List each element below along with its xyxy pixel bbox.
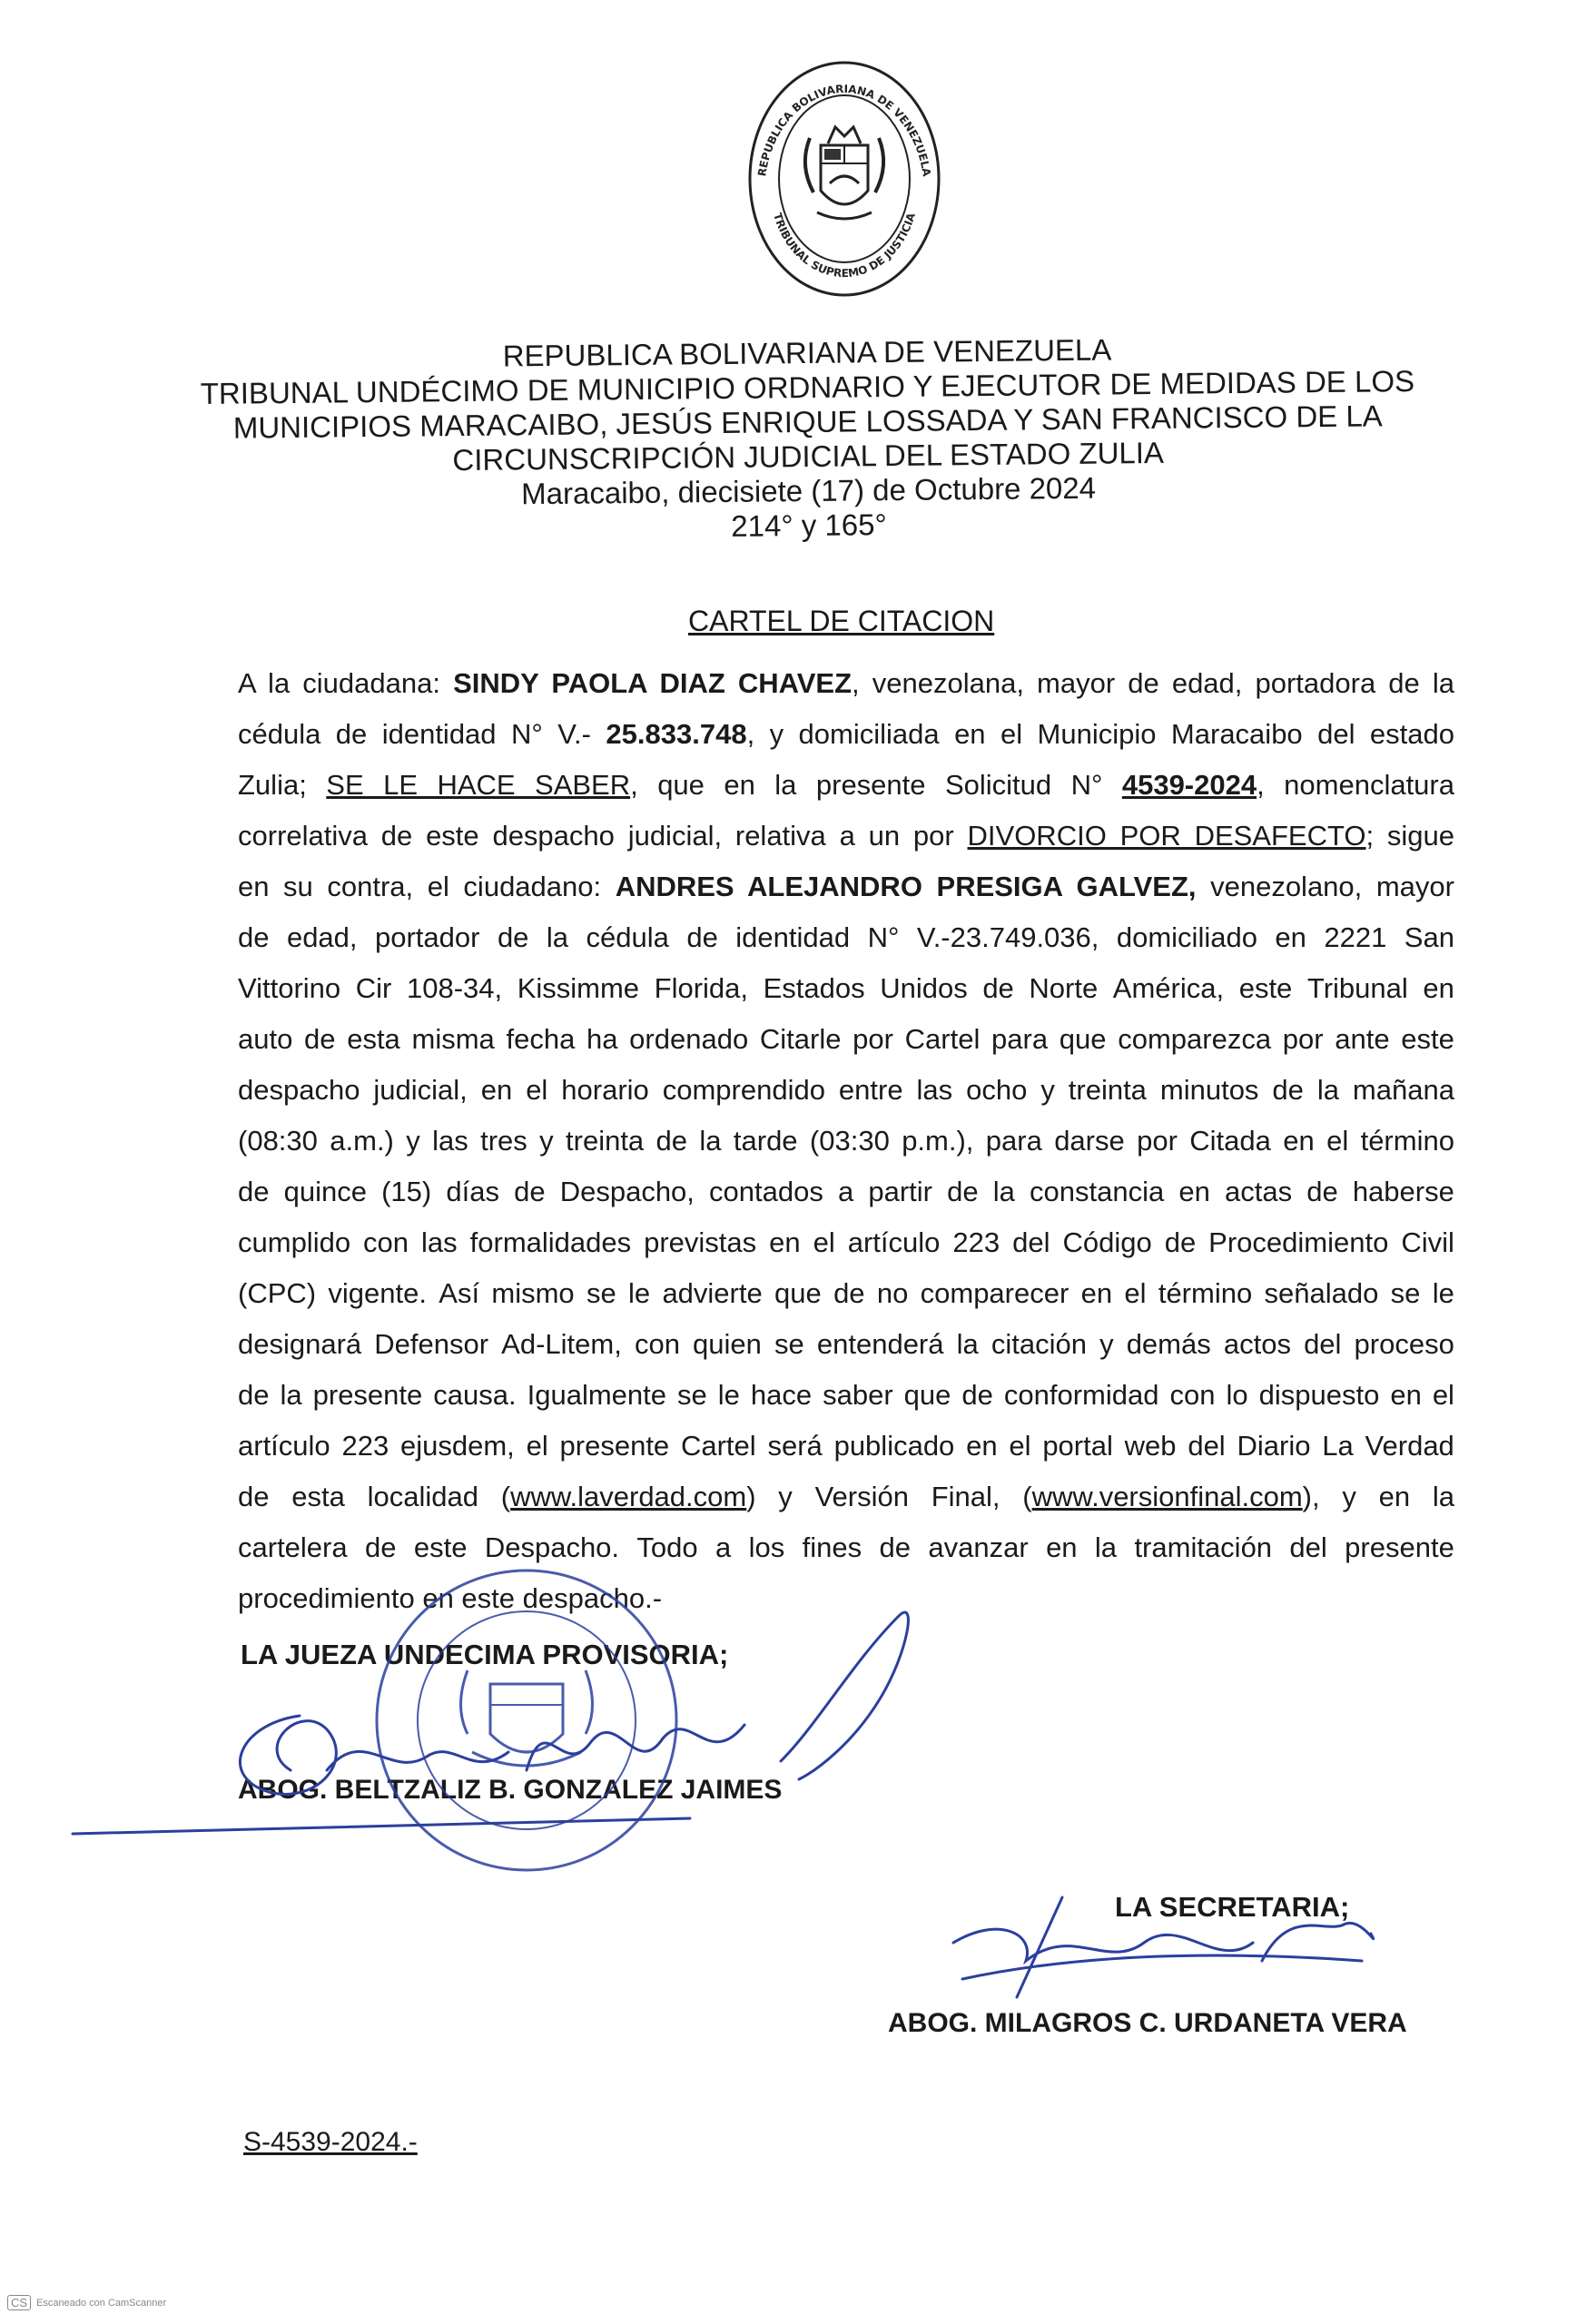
- body-line: de esta localidad (www.laverdad.com) y Versión Final, (www.versionfinal.com), y en la: [238, 1481, 1455, 1512]
- scanner-label: Escaneado con CamScanner: [36, 2297, 167, 2309]
- header-date: Maracaibo, diecisiete (17) de Octubre 2024: [520, 470, 1097, 511]
- body-line: de edad, portador de la cédula de identidad N° V.-23.749.036, domiciliado en 2221 San: [238, 921, 1454, 953]
- body-line: cartelera de este Despacho. Todo a los fines de avanzar en la tramitación del presente: [238, 1531, 1454, 1563]
- laverdad-link: www.laverdad.com: [510, 1481, 747, 1512]
- document-header: [181, 330, 1435, 549]
- body-line: procedimiento en este despacho.-: [238, 1582, 663, 1614]
- defendant-id: 25.833.748: [606, 718, 747, 750]
- svg-text:TRIBUNAL SUPREMO DE JUSTICIA: [771, 211, 918, 280]
- body-line: cédula de identidad N° V.- 25.833.748, y domiciliada en el Municipio Maracaibo del estado: [238, 718, 1454, 750]
- secretary-name: ABOG. MILAGROS C. URDANETA VERA: [888, 2008, 1407, 2038]
- body-line: Zulia; SE LE HACE SABER, que en la presente Solicitud N° 4539-2024, nomenclatura: [238, 769, 1454, 801]
- body-line: A la ciudadana: SINDY PAOLA DIAZ CHAVEZ, venezolana, mayor de edad, portadora de la: [238, 667, 1454, 699]
- scanner-watermark: [7, 2295, 166, 2310]
- file-reference: S-4539-2024.-: [243, 2127, 418, 2157]
- body-line: cumplido con las formalidades previstas en el artículo 223 del Código de Procedimiento Civil: [238, 1226, 1454, 1258]
- secretary-title: LA SECRETARIA;: [1115, 1891, 1350, 1923]
- body-line: despacho judicial, en el horario comprendido entre las ocho y treinta minutos de la mañana: [238, 1074, 1454, 1106]
- judge-title: LA JUEZA UNDECIMA PROVISORIA;: [241, 1639, 729, 1670]
- header-municipios: MUNICIPIOS MARACAIBO, JESÚS ENRIQUE LOSSADA Y SAN FRANCISCO DE LA: [232, 399, 1383, 445]
- header-years: 214° y 165°: [731, 507, 887, 543]
- document-title: CARTEL DE CITACION: [688, 605, 995, 637]
- plaintiff-name: ANDRES ALEJANDRO PRESIGA GALVEZ,: [615, 871, 1197, 902]
- versionfinal-link: www.versionfinal.com: [1031, 1481, 1303, 1512]
- case-type: DIVORCIO POR DESAFECTO: [967, 820, 1366, 852]
- seal-inner-text: TRIBUNAL SUPREMO DE JUSTICIA: [771, 211, 918, 281]
- header-circunscripcion: CIRCUNSCRIPCIÓN JUDICIAL DEL ESTADO ZULIA: [452, 435, 1165, 478]
- body-line: auto de esta misma fecha ha ordenado Citarle por Cartel para que comparezca por ante este: [238, 1023, 1454, 1055]
- body-line: Vittorino Cir 108-34, Kissimme Florida, Estados Unidos de Norte América, este Tribunal en: [238, 972, 1454, 1004]
- defendant-name: SINDY PAOLA DIAZ CHAVEZ: [453, 667, 853, 699]
- court-stamp: [377, 1571, 676, 1870]
- seal-outer-text: REPUBLICA BOLIVARIANA DE VENEZUELA: [755, 82, 933, 178]
- scanner-badge: CS: [7, 2295, 31, 2310]
- body-line: de quince (15) días de Despacho, contados a partir de la constancia en actas de haberse: [238, 1176, 1454, 1207]
- body-line: (CPC) vigente. Así mismo se le advierte que de no comparecer en el término señalado se le: [238, 1277, 1454, 1309]
- judge-name: ABOG. BELTZALIZ B. GONZALEZ JAIMES: [238, 1775, 783, 1805]
- tsj-seal: [744, 56, 944, 301]
- se-le-hace-saber: SE LE HACE SABER: [326, 769, 631, 801]
- solicitud-number: 4539-2024: [1121, 769, 1257, 801]
- header-republic: REPUBLICA BOLIVARIANA DE VENEZUELA: [502, 332, 1112, 373]
- body-line: artículo 223 ejusdem, el presente Cartel será publicado en el portal web del Diario La Verdad: [238, 1430, 1454, 1462]
- header-tribunal: TRIBUNAL UNDÉCIMO DE MUNICIPIO ORDNARIO Y EJECUTOR DE MEDIDAS DE LOS: [200, 364, 1415, 411]
- body-line: de la presente causa. Igualmente se le hace saber que de conformidad con lo dispuesto en el: [238, 1379, 1454, 1411]
- body-line: correlativa de este despacho judicial, relativa a un por DIVORCIO POR DESAFECTO; sigue: [238, 820, 1455, 852]
- body-line: en su contra, el ciudadano: ANDRES ALEJANDRO PRESIGA GALVEZ, venezolano, mayor: [238, 871, 1454, 902]
- body-line: (08:30 a.m.) y las tres y treinta de la tarde (03:30 p.m.), para darse por Citada en el término: [238, 1125, 1454, 1157]
- body-line: designará Defensor Ad-Litem, con quien se entenderá la citación y demás actos del proceso: [238, 1328, 1454, 1360]
